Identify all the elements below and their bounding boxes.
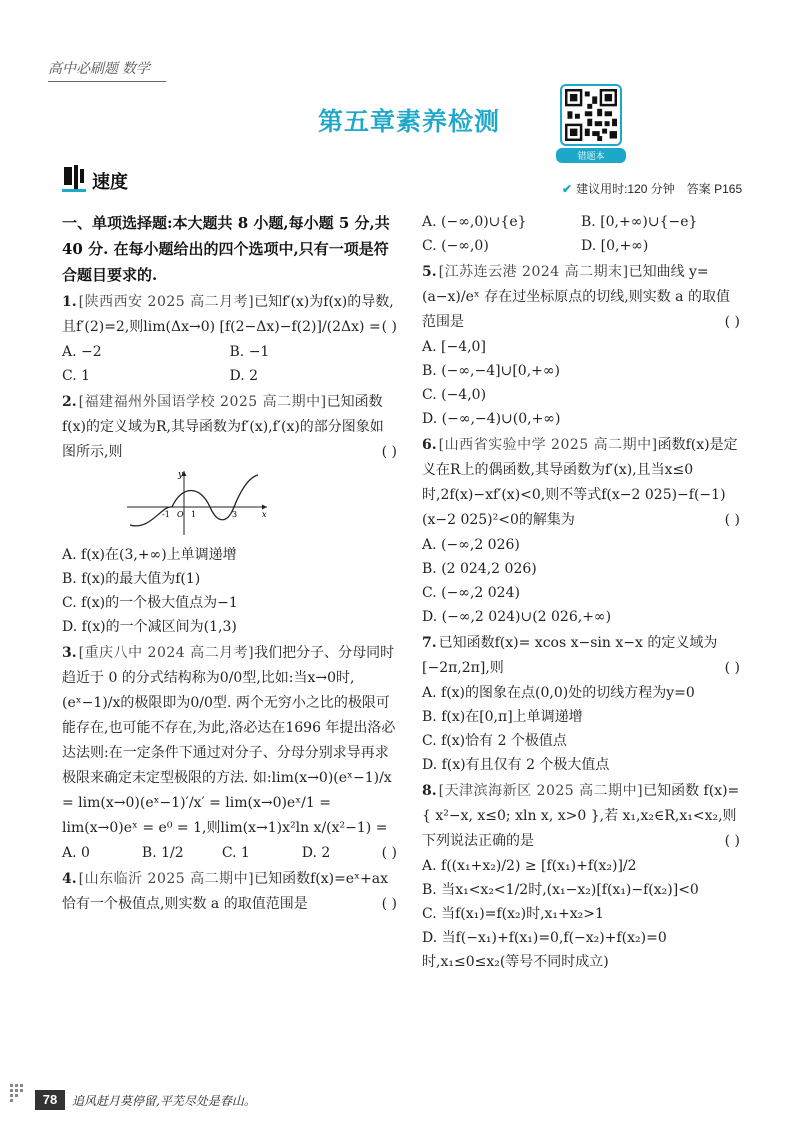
- option-b: B. f(x)的最大值为f(1): [62, 571, 201, 587]
- option-d: D. (−∞,2 024)∪(2 026,+∞): [422, 609, 612, 625]
- option-c: C. 当f(x₁)=f(x₂)时,x₁+x₂>1: [422, 906, 604, 922]
- answer-paren: ( ): [381, 896, 397, 912]
- answer-paren: ( ): [381, 845, 397, 861]
- option-d: D. f(x)的一个减区间为(1,3): [62, 619, 237, 635]
- footer-motto: 追风赶月莫停留,平芜尽处是春山。: [72, 1094, 256, 1108]
- option-b: B. 1/2: [141, 845, 184, 861]
- question-5: [422, 260, 740, 335]
- option-c: C. 1: [221, 845, 250, 861]
- left-column: [62, 210, 397, 917]
- time-info: [562, 180, 742, 197]
- right-column: [422, 210, 740, 974]
- derivative-graph-figure: [122, 467, 272, 537]
- question-text: 已知函数f(x)= xcos x−sin x−x 的定义域为[−2π,2π],则: [422, 635, 718, 676]
- question-text: 我们把分子、分母同时趋近于 0 的分式结构称为0/0型,比如:当x→0时,(eˣ−1)/x的极限即为0/0型. 两个无穷小之比的极限可能存在,也可能不存在,为此,洛必达在1696 年提出洛必达法则:在一定条件下通过对分子、分母分别求导再求极限来确定未定型极限的方法. 如:lim(x→0)(eˣ−1)/x = lim(x→0)(eˣ−1)′/x′ = lim(x→0)eˣ/1 = lim(x→0)eˣ = e⁰ = 1,则lim(x→1)x²ln x/(x²−1) =: [62, 645, 396, 836]
- question-1: [62, 290, 397, 340]
- question-8: [422, 779, 740, 854]
- option-c: C. f(x)恰有 2 个极值点: [422, 733, 567, 749]
- x-label: x: [262, 510, 267, 519]
- option-a: A. [−4,0]: [422, 339, 486, 355]
- option-d: D. 2: [301, 845, 331, 861]
- option-a: A. (−∞,2 026): [422, 537, 520, 553]
- q7-options: [422, 681, 740, 777]
- x-axis-arrow: [262, 505, 267, 510]
- question-source: [天津滨海新区 2025 高二期中]: [438, 783, 644, 799]
- question-4: [62, 867, 397, 917]
- option-a: A. −2: [62, 344, 102, 360]
- question-text: 已知函数f(x)的定义域为R,其导函数为f′(x),f′(x)的部分图象如图所示,则: [62, 394, 384, 460]
- page-number: 78: [35, 1090, 65, 1110]
- chapter-title: 第五章素养检测: [318, 107, 501, 136]
- option-c: C. (−4,0): [422, 387, 487, 403]
- q5-options: [422, 335, 740, 431]
- question-source: [江苏连云港 2024 高二期末]: [438, 264, 629, 280]
- option-d: D. 当f(−x₁)+f(x₁)=0,f(−x₂)+f(x₂)=0时,x₁≤0≤x₂(等号不同时成立): [422, 930, 667, 970]
- question-source: [福建福州外国语学校 2025 高二期中]: [78, 394, 327, 410]
- tick-neg-1: -1: [162, 510, 170, 519]
- answer-paren: ( ): [381, 444, 397, 460]
- suggested-time: 建议用时:120 分钟: [576, 182, 675, 196]
- question-source: [山东临沂 2025 高二期中]: [78, 871, 255, 887]
- question-source: [山西省实验中学 2025 高二期中]: [438, 437, 658, 453]
- qr-code[interactable]: [556, 84, 626, 166]
- option-a: A. 0: [62, 845, 90, 861]
- question-number: 5.: [422, 264, 437, 280]
- q6-options: [422, 533, 740, 629]
- option-a: A. (−∞,0)∪{e}: [422, 214, 527, 230]
- option-b: B. (−∞,−4]∪[0,+∞): [422, 363, 560, 379]
- question-text: 函数f(x)是定义在R上的偶函数,其导函数为f′(x),且当x≤0时,2f(x)−xf′(x)<0,则不等式f(x−2 025)−f(−1)(x−2 025)²<0的解集为: [422, 437, 738, 528]
- answer-paren: ( ): [724, 512, 740, 528]
- answer-reference: 答案 P165: [686, 182, 743, 196]
- footer-dots-decoration: [8, 1080, 38, 1120]
- qr-code-frame: [560, 84, 622, 146]
- question-number: 4.: [62, 871, 77, 887]
- check-icon: ✔: [562, 181, 573, 196]
- part-header: 一、单项选择题:本大题共 8 小题,每小题 5 分,共 40 分. 在每小题给出的四个选项中,只有一项是符合题目要求的.: [62, 214, 390, 284]
- q2-options: [62, 543, 397, 639]
- q4-options: [422, 210, 740, 258]
- option-b: B. (2 024,2 026): [422, 561, 537, 577]
- question-source: [重庆八中 2024 高二月考]: [78, 645, 255, 661]
- answer-paren: ( ): [724, 660, 740, 676]
- question-number: 6.: [422, 437, 437, 453]
- question-number: 2.: [62, 394, 77, 410]
- option-b: B. 当x₁<x₂<1/2时,(x₁−x₂)[f(x₁)−f(x₂)]<0: [422, 882, 699, 898]
- option-c: C. 1: [62, 368, 91, 384]
- question-number: 8.: [422, 783, 437, 799]
- option-c: C. (−∞,0): [422, 238, 489, 254]
- question-source: [陕西西安 2025 高二月考]: [78, 294, 255, 310]
- origin-label: O: [177, 510, 184, 519]
- q8-options: [422, 854, 740, 974]
- option-b: B. f(x)在[0,π]上单调递增: [422, 709, 583, 725]
- option-a: A. f(x)的图象在点(0,0)处的切线方程为y=0: [422, 685, 695, 701]
- running-head: 高中必刷题 数学: [48, 58, 150, 78]
- question-number: 1.: [62, 294, 77, 310]
- question-text: 已知函数 f(x)= { x²−x, x≤0; xln x, x>0 },若 x₁,x₂∈R,x₁<x₂,则下列说法正确的是: [422, 783, 740, 849]
- qr-code-icon: [565, 89, 617, 141]
- qr-caption: 错题本: [556, 148, 626, 163]
- question-number: 7.: [422, 635, 437, 651]
- answer-paren: ( ): [381, 319, 397, 335]
- question-2: [62, 390, 397, 465]
- question-6: [422, 433, 740, 533]
- question-text: 已知曲线 y=(a−x)/eˣ 存在过坐标原点的切线,则实数 a 的取值范围是: [422, 264, 730, 330]
- running-head-underline: [48, 81, 166, 82]
- tick-3: 3: [232, 510, 238, 519]
- tick-1: 1: [191, 510, 197, 519]
- question-text: 已知函数f(x)=eˣ+ax 恰有一个极值点,则实数 a 的取值范围是: [62, 871, 389, 912]
- question-number: 3.: [62, 645, 77, 661]
- question-text: 已知f′(x)为f(x)的导数,且f′(2)=2,则lim(Δx→0) [f(2−Δx)−f(2)]/(2Δx) =: [62, 294, 394, 335]
- section-label: 速度: [92, 172, 128, 193]
- y-label: y: [178, 470, 184, 480]
- q1-options: [62, 340, 397, 388]
- q3-options: [62, 841, 382, 865]
- option-a: A. f((x₁+x₂)/2) ≥ [f(x₁)+f(x₂)]/2: [422, 858, 637, 874]
- option-a: A. f(x)在(3,+∞)上单调递增: [62, 547, 237, 563]
- answer-paren: ( ): [724, 833, 740, 849]
- brush-icon: [60, 163, 88, 193]
- option-d: D. 2: [229, 368, 259, 384]
- option-c: C. (−∞,2 024): [422, 585, 520, 601]
- option-d: D. (−∞,−4)∪(0,+∞): [422, 411, 561, 427]
- option-d: D. f(x)有且仅有 2 个极大值点: [422, 757, 610, 773]
- question-7: [422, 631, 740, 681]
- option-d: D. [0,+∞): [581, 238, 649, 254]
- option-b: B. −1: [229, 344, 270, 360]
- option-c: C. f(x)的一个极大值点为−1: [62, 595, 238, 611]
- answer-paren: ( ): [724, 314, 740, 330]
- option-b: B. [0,+∞)∪{−e}: [581, 214, 698, 230]
- content-area: [0, 210, 800, 1135]
